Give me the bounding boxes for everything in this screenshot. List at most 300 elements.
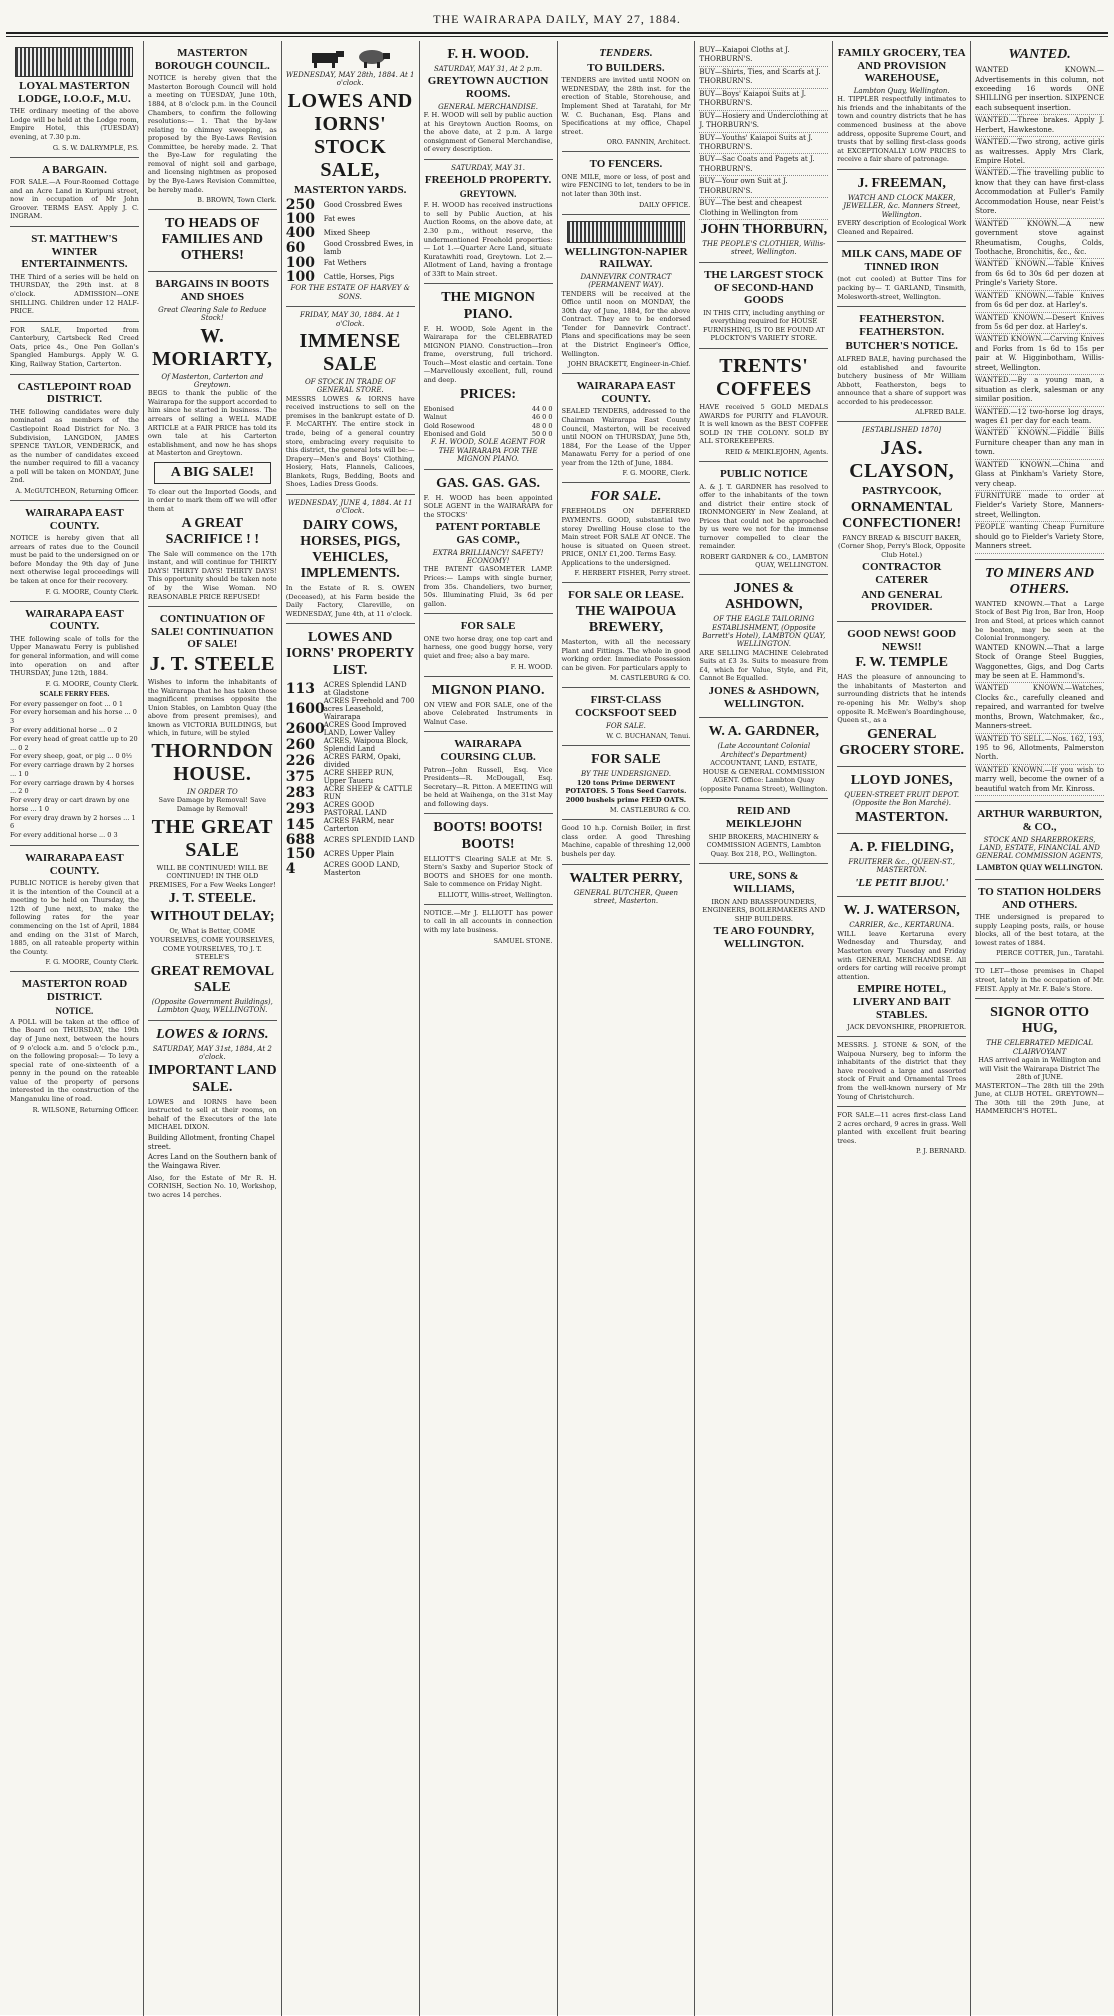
lowes-title: LOWES & IORNS. xyxy=(156,1026,269,1042)
bargain-notice xyxy=(10,158,139,227)
stock-lot xyxy=(286,256,415,270)
council-title: MASTERTON BOROUGH COUNCIL. xyxy=(154,47,270,72)
gas-head: PATENT PORTABLE GAS COMP., xyxy=(435,521,541,546)
waterson-title: W. J. WATERSON, xyxy=(843,903,960,919)
wanted-column xyxy=(975,41,1104,560)
wanted-item: WANTED KNOWN.—Advertisements in this column, not exceeding 16 words ONE SHILLING per insertion. SIXPENCE each subsequent insertion. xyxy=(975,65,1104,115)
stock-date: WEDNESDAY, MAY 28th, 1884. At 1 o'clock. xyxy=(285,71,415,88)
perry-subtitle: GENERAL BUTCHER, Queen street, Masterton. xyxy=(573,888,679,906)
lot-text: ACRES GOOD LAND, Masterton xyxy=(323,860,400,877)
mrd-title: MASTERTON ROAD DISTRICT. xyxy=(21,978,128,1003)
gardner-body: ACCOUNTANT, LAND, ESTATE, HOUSE & GENERAL COMMISSION AGENT. Office: Lambton Quay (opposite Panama Street), Wellington. xyxy=(700,759,828,793)
land-sale xyxy=(837,1107,966,1160)
lloyd-head: MASTERTON. xyxy=(855,809,949,825)
lot-number: 250 xyxy=(285,197,315,214)
price-row xyxy=(424,422,553,430)
stock-firm: LOWES AND IORNS' STOCK SALE, xyxy=(287,89,413,181)
fielding-ad xyxy=(837,834,966,898)
clayson-subtitle-2: AND GENERAL PROVIDER. xyxy=(861,588,943,614)
house-sale-title: FOR SALE. xyxy=(590,489,662,505)
thorndon-subtitle: IN ORDER TO xyxy=(186,787,238,796)
brewery-sale xyxy=(562,583,691,688)
stock-cuts xyxy=(286,47,415,69)
gas-body: F. H. WOOD has been appointed SOLE AGENT in the WAIRARAPA for the STOCKS' xyxy=(423,493,553,519)
ure-body: IRON AND BRASSFOUNDERS, ENGINEERS, BOILERMAKERS AND SHIP BUILDERS. xyxy=(702,897,826,923)
stock-signature: FOR THE ESTATE OF HARVEY & SONS. xyxy=(290,284,410,301)
property-lot xyxy=(286,817,415,833)
brewery-body: Masterton, with all the necessary Plant and Fittings. The whole in good working order. Immediate Possession can be given. For particulars apply to xyxy=(561,638,691,672)
lot-number: 4 xyxy=(285,860,296,877)
railway-title: WELLINGTON-NAPIER RAILWAY. xyxy=(564,245,688,271)
otto-title: SIGNOR OTTO HUG, xyxy=(990,1005,1090,1037)
fencers-signature: DAILY OFFICE. xyxy=(638,200,691,209)
stationholders-signature: PIERCE COTTER, Jun., Taratahi. xyxy=(996,949,1104,958)
waterson-ad xyxy=(837,897,966,1037)
trents-signature: REID & MEIKLEJOHN, Agents. xyxy=(725,447,829,456)
fielding-subtitle: FRUITERER &c., QUEEN-ST., MASTERTON. xyxy=(848,857,955,875)
winter-title: ST. MATTHEW'S WINTER ENTERTAINMENTS. xyxy=(21,232,128,271)
gardner-ad xyxy=(699,718,828,799)
lodge-body: THE ordinary meeting of the above Lodge will be held at the Lodge room, Empire Hotel, this (TUESDAY) evening, at 7.30 p.m. xyxy=(10,107,139,141)
tolls-list xyxy=(10,700,139,840)
price-label: Ebonised and Gold xyxy=(423,429,486,438)
immense-sale xyxy=(286,307,415,495)
immense-date: FRIDAY, MAY 30, 1884. At 1 o'Clock. xyxy=(300,311,401,328)
winter-body: THE Third of a series will be held on THURSDAY, the 29th inst. at 8 o'clock. ADMISSION—ONE SHILLING. Children under 12 HALF-PRICE. xyxy=(10,272,139,316)
property-lot xyxy=(286,721,415,737)
wec-rates-notice xyxy=(10,501,139,602)
warburton-title: ARTHUR WARBURTON, & CO., xyxy=(977,808,1102,833)
miners-title: TO MINERS AND OTHERS. xyxy=(985,565,1095,597)
dray-signature: F. H. WOOD. xyxy=(510,662,553,671)
thorburn-line: BUY—Kaiapoi Cloths at J. THORBURN'S. xyxy=(699,45,828,67)
property-lot xyxy=(286,753,415,769)
dairy-date: WEDNESDAY, JUNE 4, 1884. At 11 o'Clock. xyxy=(287,498,413,516)
steele-body: Wishes to inform the inhabitants of the Wairarapa that he has taken those magnificent premises opposite the Union Stables, on Lambton Quay (the above from present premises), and known as VICTORIA BUILDINGS, but which, in future, will be styled xyxy=(147,678,277,738)
clayson-title: JAS. CLAYSON, xyxy=(849,436,955,482)
wec-rating-title: WAIRARAPA EAST COUNTY. xyxy=(25,851,124,877)
freeman-title: J. FREEMAN, xyxy=(857,175,946,191)
bargain-body: FOR SALE.—A Four-Roomed Cottage and an Acre Land in Kuripuni street, now in occupation of Mr John Groover. TERMS EASY. Apply J. C. INGRAM. xyxy=(10,178,139,221)
column-2 xyxy=(144,41,282,2016)
clayson-body: FANCY BREAD & BISCUIT BAKER, (Corner Shop, Perry's Block, Opposite Club Hotel.) xyxy=(838,533,966,559)
thorburn-line: BUY—Boys' Kaiapoi Suits at J. THORBURN'S. xyxy=(699,89,828,111)
dixon-list xyxy=(148,1134,277,1172)
oats-sale-body: FOR SALE, Imported from Canterbury, Cartsbeck Red Creed Oats, price 4s., One Pen Gollan's Spangled Hamburgs. Apply W. G. King, Railway Station, Carterton. xyxy=(10,325,139,368)
toll-item: For every additional horse ... 0 3 xyxy=(10,831,118,840)
ferry-title: WAIRARAPA EAST COUNTY. xyxy=(576,380,676,405)
thorburn-line: BUY—Shirts, Ties, and Scarfs at J. THORBURN'S. xyxy=(699,67,828,89)
wanted-item: WANTED KNOWN.—A new government stove against Rheumatism, Coughs, Colds, Toothache, Bronchitis, &c., &c. xyxy=(975,219,1104,260)
ure-signature: TE ARO FOUNDRY, WELLINGTON. xyxy=(713,925,814,950)
lot-text: ACRES Upper Plain xyxy=(323,849,395,858)
gardner-title: W. A. GARDNER, xyxy=(708,724,819,740)
thorburn-ad xyxy=(699,41,828,263)
potatoes-title: FOR SALE xyxy=(591,752,661,768)
wanted-item: WANTED KNOWN.—Watches, Clocks &c., carefully cleaned and repaired, and warranted for twelve months, Brown, Watchmaker, &c., Manners-street. xyxy=(975,683,1104,733)
lot-number: 150 xyxy=(285,845,315,862)
continuation-title: CONTINUATION OF SALE! CONTINUATION OF SALE! xyxy=(151,613,274,651)
brewery-head: THE WAIPOUA BREWERY, xyxy=(575,604,677,636)
jones-ashdown-ad xyxy=(699,575,828,718)
otto-subtitle: THE CELEBRATED MEDICAL CLAIRVOYANT xyxy=(986,1039,1093,1056)
railway-signature: JOHN BRACKETT, Engineer-in-Chief. xyxy=(567,360,691,369)
warburton-ad xyxy=(975,802,1104,880)
land-sale-body: FOR SALE—11 acres first-class Land 2 acres orchard, 9 acres in grass. Well planted with excellent fruit bearing trees. xyxy=(837,1111,967,1145)
temple-head: GENERAL GROCERY STORE. xyxy=(839,726,965,758)
otto-signature: MASTERTON—The 28th till the 29th June, at CLUB HOTEL. GREYTOWN—The 30th till the 29th June, at HAMMERICH'S HOTEL. xyxy=(975,1081,1104,1116)
clayson-ad xyxy=(837,422,966,621)
wanted-item: WANTED KNOWN.—Carving Knives and Forks from 1s 6d to 15s per pair at W. Higginbotham, Willis-street, Wellington. xyxy=(975,334,1104,375)
gardner-subtitle: (Late Accountant Colonial Architect's Department) xyxy=(717,742,811,759)
dixon-body: Also, for the Estate of Mr R. H. CORNISH, Section No. 10, Workshop, two acres 14 perches. xyxy=(147,1173,277,1199)
lot-number: 145 xyxy=(285,816,315,833)
bargains-subtitle: Great Clearing Sale to Reduce Stock! xyxy=(158,305,267,323)
freeman-body: EVERY description of Ecological Work Cleaned and Repaired. xyxy=(837,219,967,236)
fencers-title: TO FENCERS. xyxy=(589,158,663,171)
property-list xyxy=(286,624,415,881)
freeman-ad xyxy=(837,170,966,242)
stock-lot xyxy=(286,226,415,240)
sacrifice-title: A GREAT SACRIFICE ! ! xyxy=(165,515,259,547)
wanted-item: WANTED.—12 two-horse log drays, wages £1 per day for each team. xyxy=(975,407,1104,429)
thorndon-name: THORNDON HOUSE. xyxy=(151,739,274,785)
goodnews-title: GOOD NEWS! GOOD NEWS!! xyxy=(847,627,957,653)
nursery-ad xyxy=(837,1037,966,1107)
notice-body: A. & J. T. GARDNER has resolved to offer to the inhabitants of the town and district their entire stock of IRONMONGERY in New Zealand, at Prices that could not be approached by us were we not for the immense turnover compelled to clear the remainder. xyxy=(699,482,829,551)
thorburn-line: BUY—Youths' Kaiapoi Suits at J. THORBURN'S. xyxy=(699,133,828,155)
wanted-item: WANTED.—Two strong, active girls as waitresses. Apply Mrs Clark, Empire Hotel. xyxy=(975,137,1104,168)
reid-body: SHIP BROKERS, MACHINERY & COMMISSION AGENTS, Lambton Quay. Box 218, P.O., Wellington. xyxy=(706,832,822,858)
bargains-title: BARGAINS IN BOOTS AND SHOES xyxy=(155,278,270,304)
wanted-item: WANTED TO SELL.—Nos. 162, 193, 195 to 96, Allotments, Palmerston North. xyxy=(975,734,1104,765)
ure-ad xyxy=(699,864,828,957)
fencers-body: ONE MILE, more or less, of post and wire FENCING to let, tenders to be in not later than 30th inst. xyxy=(561,172,691,198)
heads-title: TO HEADS OF FAMILIES AND OTHERS! xyxy=(161,216,263,264)
stone-notice xyxy=(424,905,553,950)
stationholders-body: THE undersigned is prepared to supply Leaping posts, rails, or house blocks, all of the best totara, at the lowest rates of 1884. xyxy=(975,913,1104,947)
featherston-signature: ALFRED BALE. xyxy=(915,408,967,417)
dray-title: FOR SALE xyxy=(460,620,516,633)
price-value: 50 0 0 xyxy=(531,429,553,438)
miners-body: WANTED KNOWN.—That a Large Stock of Best Pig Iron, Bar Iron, Hoop Iron and Steel, at prices which cannot be beaten, may be seen at the Colonial Ironmongery. xyxy=(975,599,1104,643)
column-7 xyxy=(833,41,971,2016)
lot-text: ACRES Splendid LAND at Gladstone xyxy=(323,680,407,697)
ferry-tender xyxy=(562,374,691,483)
price-row xyxy=(424,430,553,438)
featherston-body: ALFRED BALE, having purchased the old established and favourite butchery business of Mr William Abbott, Featherston, begs to announce that a share of support was accorded to his predecessor. xyxy=(837,355,967,406)
columns xyxy=(6,41,1108,2016)
temple-body: HAS the pleasure of announcing to the inhabitants of Masterton and surrounding districts that he intends re-opening his Mr. Welby's shop opposite R. McEwen's Boardinghouse, Queen st., as a xyxy=(837,673,967,725)
otto-body: HAS arrived again in Wellington and will Visit the Wairarapa District The 28th of JUNE. xyxy=(978,1056,1101,1082)
wanted-item: WANTED KNOWN.—Desert Knives from 5s 6d per doz. at Harley's. xyxy=(975,313,1104,335)
bigsale-title: A BIG SALE! xyxy=(154,462,271,484)
stock-sale xyxy=(286,41,415,307)
tenders-builders xyxy=(562,41,691,152)
boots-body: ELLIOTT'S Clearing SALE at Mr. S. Stern's Saxby and Superior Stock of BOOTS and SHOES for one month. Sale to commence on Friday Night. xyxy=(423,854,553,889)
masthead xyxy=(6,6,1108,34)
temple-name: F. W. TEMPLE xyxy=(855,655,948,671)
castlepoint-signature: A. McGUTCHEON, Returning Officer. xyxy=(15,486,139,495)
fisher-body: Applications to the undersigned. xyxy=(561,558,671,567)
sheep-icon xyxy=(354,47,394,69)
dairy-body: In the Estate of R. S. OWEN (Deceased), at his Farm beside the Daily Factory, Clareville, on WEDNESDAY, June 4th, at 11 o'clock. xyxy=(285,584,415,618)
stock-lots xyxy=(286,198,415,284)
wec-rates-signature: F. G. MOORE, County Clerk. xyxy=(45,587,139,596)
ferry-body: SEALED TENDERS, addressed to the Chairman Wairarapa East County Council, Masterton, will be received until NOON on THURSDAY, June 5th, 1884, For the Lease of the Upper Manawatu Ferry for a period of one year from the 12th of June, 1884. xyxy=(561,407,691,467)
fh-date: SATURDAY, MAY 31, At 2 p.m. xyxy=(433,65,543,74)
cocksfoot-signature: W. C. BUCHANAN, Tenui. xyxy=(606,732,691,741)
freehold-body: F. H. WOOD has received instructions to sell by Public Auction, at his Auction Rooms, on the above date, at 2.30 p.m., without reserve, the undermentioned Freehold properties:— Lot 1.—Quarter Acre Land, situate Kuratawhiti road, Greytown. Lot 2.—Allotment of Land, having a frontage of 33ft to Main street. xyxy=(423,201,553,278)
wanted-item: WANTED KNOWN.—That a large Stock of Orange Steel Buggies, Waggonettes, Gigs, and Dog Carts may be seen at E. Hammond's. xyxy=(975,643,1104,684)
tolet-body: TO LET—those premises in Chapel street, lately in the occupation of Mr. FEIST. Apply at Mr. F. Bale's Store. xyxy=(975,967,1104,993)
wec-rating-notice xyxy=(10,846,139,972)
boots-ad xyxy=(424,814,553,904)
thorburn-line: BUY—The best and cheapest Clothing in Wellington from xyxy=(699,198,828,220)
secondhand-title: THE LARGEST STOCK OF SECOND-HAND GOODS xyxy=(704,268,824,307)
column-3 xyxy=(282,41,420,2016)
greatsale-body: WILL BE CONTINUED! WILL BE CONTINUED! IN THE OLD PREMISES, For a Few Weeks Longer! xyxy=(148,863,276,889)
perry-butcher xyxy=(562,865,691,911)
steele-name: J. T. STEELE xyxy=(149,653,275,676)
tolls-title: SCALE FERRY FEES. xyxy=(39,689,110,698)
toll-item: For every carriage drawn by 2 horses ... 1 0 xyxy=(10,761,134,778)
prices-signature: F. H. WOOD, SOLE AGENT FOR THE WAIRARAPA FOR THE MIGNON PIANO. xyxy=(430,438,546,464)
warburton-signature: LAMBTON QUAY WELLINGTON. xyxy=(976,862,1103,872)
moriarty-subtitle: Of Masterton, Carterton and Greytown. xyxy=(161,372,264,389)
toll-item: For every dray drawn by 2 horses ... 1 6 xyxy=(10,813,136,831)
immense-title: IMMENSE SALE xyxy=(299,329,401,375)
dray-body: ONE two horse dray, one top cart and harness, one good buggy horse, very quiet and free; also a bay mare. xyxy=(423,634,553,660)
potatoes-sale xyxy=(562,746,691,820)
cocksfoot-title: FIRST-CLASS COCKSFOOT SEED xyxy=(575,694,677,720)
wec-ferry-body: THE following scale of tolls for the Upper Manawatu Ferry is published for general information, and will come into operation on and after THURSDAY, June 12th, 1884. xyxy=(10,634,139,678)
lot-text: ACRES FARM, near Carterton xyxy=(323,816,394,833)
trents-ad xyxy=(699,349,828,462)
lot-text: Good Crossbred Ewes xyxy=(323,201,403,210)
lloyd-title: LLOYD JONES, xyxy=(850,772,953,788)
stationholders-ad xyxy=(975,880,1104,964)
mignon-piano xyxy=(424,284,553,469)
column-6 xyxy=(695,41,833,2016)
fh-body: F. H. WOOD will sell by public auction at his Greytown Auction Rooms, on the above date, at 2 p.m. A large consignment of General Merchandise, of every description. xyxy=(423,111,553,154)
property-lot xyxy=(286,847,415,861)
wanted-item: WANTED KNOWN.—Table Knives from 6s 6d to 30s 6d per dozen at Pringle's Variety Store. xyxy=(975,259,1104,290)
tolet-ad xyxy=(975,963,1104,999)
potatoes-subtitle: BY THE UNDERSIGNED. xyxy=(580,770,671,779)
wanted-item: FURNITURE made to order at Fielder's Variety Store, Manners-street, Wellington. xyxy=(975,491,1104,522)
mrd-body: A POLL will be taken at the office of the Board on THURSDAY, the 19th day of June next, between the hours of 9 o'clock a.m. and 5 o'clock p.m., on the following proposal:— To levy a special rate of one-sixteenth of a penny in the pound on the rateable value of the property of persons interested in the construction of the Manganuku line of road. xyxy=(10,1017,139,1103)
wanted-item: WANTED.—The travelling public to know that they can have first-class Accommodation at Fuller's Family Accommodation House, near Feist's Store. xyxy=(975,168,1104,218)
fh-subtitle: GENERAL MERCHANDISE. xyxy=(438,102,538,111)
wanted-heading: WANTED. xyxy=(1008,47,1071,62)
potatoes-signature: M. CASTLEBURG & CO. xyxy=(609,806,691,815)
jones-title: JONES & ASHDOWN, xyxy=(725,581,803,613)
sacrifice-body: The Sale will commence on the 17th instant, and will continue for THIRTY DAYS! THIRTY DAYS! THIRTY DAYS! This opportunity should be taken note of by the Wise Woman. NO REASONABLE PRICE REFUSED! xyxy=(147,549,277,601)
brewery-title: FOR SALE OR LEASE. xyxy=(568,589,684,602)
house-sale xyxy=(562,483,691,583)
reid-title: REID AND MEIKLEJOHN xyxy=(725,805,802,831)
toll-item: For every dray or cart drawn by one horse ... 1 0 xyxy=(10,796,130,813)
mignon-title: THE MIGNON PIANO. xyxy=(441,290,535,322)
featherston-title: FEATHERSTON. FEATHERSTON. xyxy=(859,313,945,338)
fisher-signature: F. HERBERT FISHER, Perry street. xyxy=(574,569,691,578)
lot-text: Good Crossbred Ewes, in lamb xyxy=(323,240,414,257)
toll-item: For every horseman and his horse ... 0 3 xyxy=(10,708,137,726)
trents-title: TRENTS' COFFEES xyxy=(715,355,812,401)
lodge-signature: G. S. W. DALRYMPLE, P.S. xyxy=(52,143,139,152)
secondhand-ad xyxy=(699,263,828,349)
wec-ferry-title: WAIRARAPA EAST COUNTY. xyxy=(25,607,124,633)
lot-number: 260 xyxy=(285,736,315,753)
bigsale-body: To clear out the Imported Goods, and in order to mark them off we will offer them at xyxy=(147,487,277,513)
without-title: WITHOUT DELAY; xyxy=(150,909,275,925)
jones-subtitle: OF THE EAGLE TAILORING ESTABLISHMENT, (Opposite Barrett's Hotel), LAMBTON QUAY, WELLINGTON. xyxy=(702,615,826,649)
lot-text: ACRES Good Improved LAND, Lower Valley xyxy=(323,720,407,737)
dixon-item xyxy=(148,1134,277,1153)
price-label: Gold Rosewood xyxy=(423,421,475,430)
lot-text: ACRE SHEEP RUN, Upper Taueru xyxy=(323,768,394,785)
dixon-item-text: Acres Land on the Southern bank of the Waingawa River. xyxy=(147,1152,277,1171)
clayson-est: [ESTABLISHED 1870] xyxy=(862,426,942,435)
freehold-sale xyxy=(424,160,553,284)
stock-lot xyxy=(286,240,415,256)
perry-title: WALTER PERRY, xyxy=(569,870,683,886)
lot-number: 100 xyxy=(285,211,315,228)
oats-sale-notice xyxy=(10,322,139,375)
lot-number: 400 xyxy=(285,225,315,242)
toll-item: For every additional horse ... 0 2 xyxy=(10,725,118,734)
mignon2-body: ON VIEW and FOR SALE, one of the above Celebrated Instruments in Walnut Case. xyxy=(423,700,553,726)
property-lot xyxy=(286,697,415,721)
nursery-body: MESSRS. J. STONE & SON, of the Waipoua Nursery, beg to inform the inhabitants of the district that they have received a large and assorted stock of Fruit and Ornamental Trees from the well-known nursery of Mr Young of Christchurch. xyxy=(837,1041,967,1101)
wanted-item: WANTED.—By a young man, a situation as clerk, salesman or any similar position. xyxy=(975,375,1104,406)
boiler-sale xyxy=(562,820,691,864)
column-5 xyxy=(558,41,696,2016)
lowes-date: SATURDAY, MAY 31st, 1884, At 2 o'clock. xyxy=(152,1044,272,1062)
waterson-body: WILL leave Kertaruna every Wednesday and Thursday, and Masterton every Tuesday and Friday with GENERAL MERCHANDISE. All orders for carting will receive prompt attention. xyxy=(837,929,967,981)
toll-item: For every carriage drawn by 4 horses ... 2 0 xyxy=(10,778,134,796)
land-sale-signature: P. J. BERNARD. xyxy=(915,1147,967,1156)
price-value: 48 0 0 xyxy=(531,421,553,430)
column-4 xyxy=(420,41,558,2016)
lowes-land-sale xyxy=(148,1021,277,1205)
lot-number: 226 xyxy=(285,752,315,769)
lot-text: Fat Wethers xyxy=(323,259,367,268)
masthead-rule xyxy=(6,34,1108,37)
lot-number: 688 xyxy=(285,831,315,848)
steele-name-2: J. T. STEELE. xyxy=(168,891,256,907)
railway-tender xyxy=(562,215,691,375)
featherston-head: BUTCHER'S NOTICE. xyxy=(845,340,958,353)
cocksfoot-subtitle: FOR SALE. xyxy=(605,721,646,730)
steele-ad xyxy=(148,607,277,1020)
lot-number: 293 xyxy=(285,800,315,817)
property-lot xyxy=(286,801,415,817)
dray-sale xyxy=(424,614,553,676)
ure-title: URE, SONS & WILLIAMS, xyxy=(729,870,799,896)
wec-rates-title: WAIRARAPA EAST COUNTY. xyxy=(25,506,124,532)
coursing-body: Patron—John Russell, Esq. Vice Presidents—R. McDougall, Esq. Secretary—R. Pitton. A MEETING will be held at Waihenga, on the 31st May and following days. xyxy=(423,765,553,808)
cocksfoot-sale xyxy=(562,688,691,746)
lodge-title: LOYAL MASTERTON LODGE, I.O.O.F., M.U. xyxy=(18,80,131,105)
wanted-item: WANTED KNOWN.—China and Glass at Pinkham's Variety Store, very cheap. xyxy=(975,460,1104,491)
thorburn-line: BUY—Your own Suit at J. THORBURN'S. xyxy=(699,176,828,198)
removal-title: GREAT REMOVAL SALE xyxy=(150,963,274,995)
reid-ad xyxy=(699,799,828,864)
empire-head: EMPIRE HOTEL, LIVERY AND BAIT STABLES. xyxy=(852,983,951,1021)
boots-title: BOOTS! BOOTS! BOOTS! xyxy=(433,820,543,852)
column-8 xyxy=(971,41,1108,2016)
castlepoint-notice xyxy=(10,375,139,501)
castlepoint-title: CASTLEPOINT ROAD DISTRICT. xyxy=(17,380,132,406)
moriarty-ad xyxy=(148,272,277,607)
clayson-subtitle: PASTRYCOOK, xyxy=(862,484,942,497)
stone-signature: SAMUEL STONE. xyxy=(493,936,553,945)
lot-number: 2600 xyxy=(285,720,325,737)
warburton-subtitle: STOCK AND SHAREBROKERS, LAND, ESTATE, FINANCIAL AND GENERAL COMMISSION AGENTS, xyxy=(976,835,1104,861)
wanted-item: WANTED KNOWN.—Fiddle Bills Furniture cheaper than any man in town. xyxy=(975,428,1104,459)
mignon-body: F. H. WOOD, Sole Agent in the Wairarapa for the CELEBRATED MIGNON PIANO. Construction—Iron frame, overstrung, full trichord. Touch—Most elastic and certain. Tone—Marvellously excellent, full, round and deep. xyxy=(423,324,553,384)
family-subtitle: Lambton Quay, Wellington. xyxy=(853,86,950,95)
mrd-notice xyxy=(10,972,139,1118)
immense-body: MESSRS LOWES & IORNS have received instructions to sell on the premises in the bankrupt estate of D. F. McCARTHY. The entire stock in trade, being of a general country store, embracing every requisite to this district, the general lots will be:— Drapery—Men's and Boys' Clothing, Hosiery, Hats, Flannels, Calicoes, Blankets, Rugs, Bedding, Boots and Shoes, Ladies Dress Goods. xyxy=(285,394,415,489)
property-lot xyxy=(286,785,415,801)
lot-text: ACRES Freehold and 700 acres Leasehold, Wairarapa xyxy=(323,696,415,721)
lot-number: 100 xyxy=(285,255,315,272)
price-row xyxy=(424,405,553,413)
tenders-signature: ORO. FANNIN, Architect. xyxy=(606,138,691,147)
lot-text: ACRES SPLENDID LAND xyxy=(323,835,415,844)
fielding-title: A. P. FIELDING, xyxy=(849,839,954,855)
removal-subtitle: (Opposite Government Buildings), Lambton Quay, WELLINGTON. xyxy=(151,997,273,1015)
lloyd-subtitle: QUEEN-STREET FRUIT DEPOT. (Opposite the Bon Marché). xyxy=(844,790,960,808)
council-signature: B. BROWN, Town Clerk. xyxy=(197,196,277,205)
empire-signature: JACK DEVONSHIRE, PROPRIETOR. xyxy=(847,1023,967,1032)
fh-title: F. H. WOOD. xyxy=(447,47,529,62)
council-notice xyxy=(148,41,277,210)
dairy-sale xyxy=(286,495,415,624)
secondhand-body: IN THIS CITY, including anything or everything required for HOUSE FURNISHING, IS TO BE FOUND AT PLOCKTON'S VARIETY STORE. xyxy=(702,308,825,343)
lot-text: ACRES GOOD PASTORAL LAND xyxy=(323,800,387,817)
lot-number: 60 xyxy=(285,240,306,257)
lot-text: Mixed Sheep xyxy=(323,229,371,238)
thorburn-subtitle: THE PEOPLE'S CLOTHIER, Willis-street, Wellington. xyxy=(702,240,826,257)
cow-icon xyxy=(306,47,346,69)
family-grocery xyxy=(837,41,966,170)
fencers-notice xyxy=(562,152,691,214)
lodge-notice xyxy=(10,41,139,158)
dixon-item xyxy=(148,1153,277,1172)
winter-notice xyxy=(10,227,139,322)
gas-body-2: THE PATENT GASOMETER LAMP. Prices:— Lamps with single burner, from 35s. Chandeliers, two burner, 50s. Illuminating Fluid, 3s 6d per gallon. xyxy=(423,565,553,608)
price-value: 44 0 0 xyxy=(531,404,553,413)
stock-lot xyxy=(286,198,415,212)
railway-subtitle: DANNEVIRK CONTRACT (PERMANENT WAY). xyxy=(580,272,672,290)
gas-ad xyxy=(424,470,553,615)
castlepoint-body: THE following candidates were duly nominated as members of the Castlepoint Road District for No. 3 Subdivision, LANGDON, JAMES SPENCE TAYLOR, VENDERICK, and as the number of candidates exceed the number required to fill a vacancy a poll will be taken on MONDAY, June 2nd. xyxy=(10,407,139,485)
lot-number: 113 xyxy=(285,680,315,697)
mrd-signature: R. WILSONE, Returning Officer. xyxy=(32,1105,139,1114)
fh-head: GREYTOWN AUCTION ROOMS. xyxy=(427,75,549,101)
mignon-2 xyxy=(424,677,553,733)
lot-text: ACRES FARM, Opaki, divided xyxy=(323,752,401,769)
thorburn-name: JOHN THORBURN, xyxy=(700,222,828,237)
property-lot xyxy=(286,833,415,847)
featherston-butcher xyxy=(837,307,966,422)
lot-text: ACRES, Waipoua Block, Splendid Land xyxy=(323,736,409,753)
wanted-item: WANTED KNOWN.—Table Knives from 6s 6d per doz. at Harley's. xyxy=(975,291,1104,313)
